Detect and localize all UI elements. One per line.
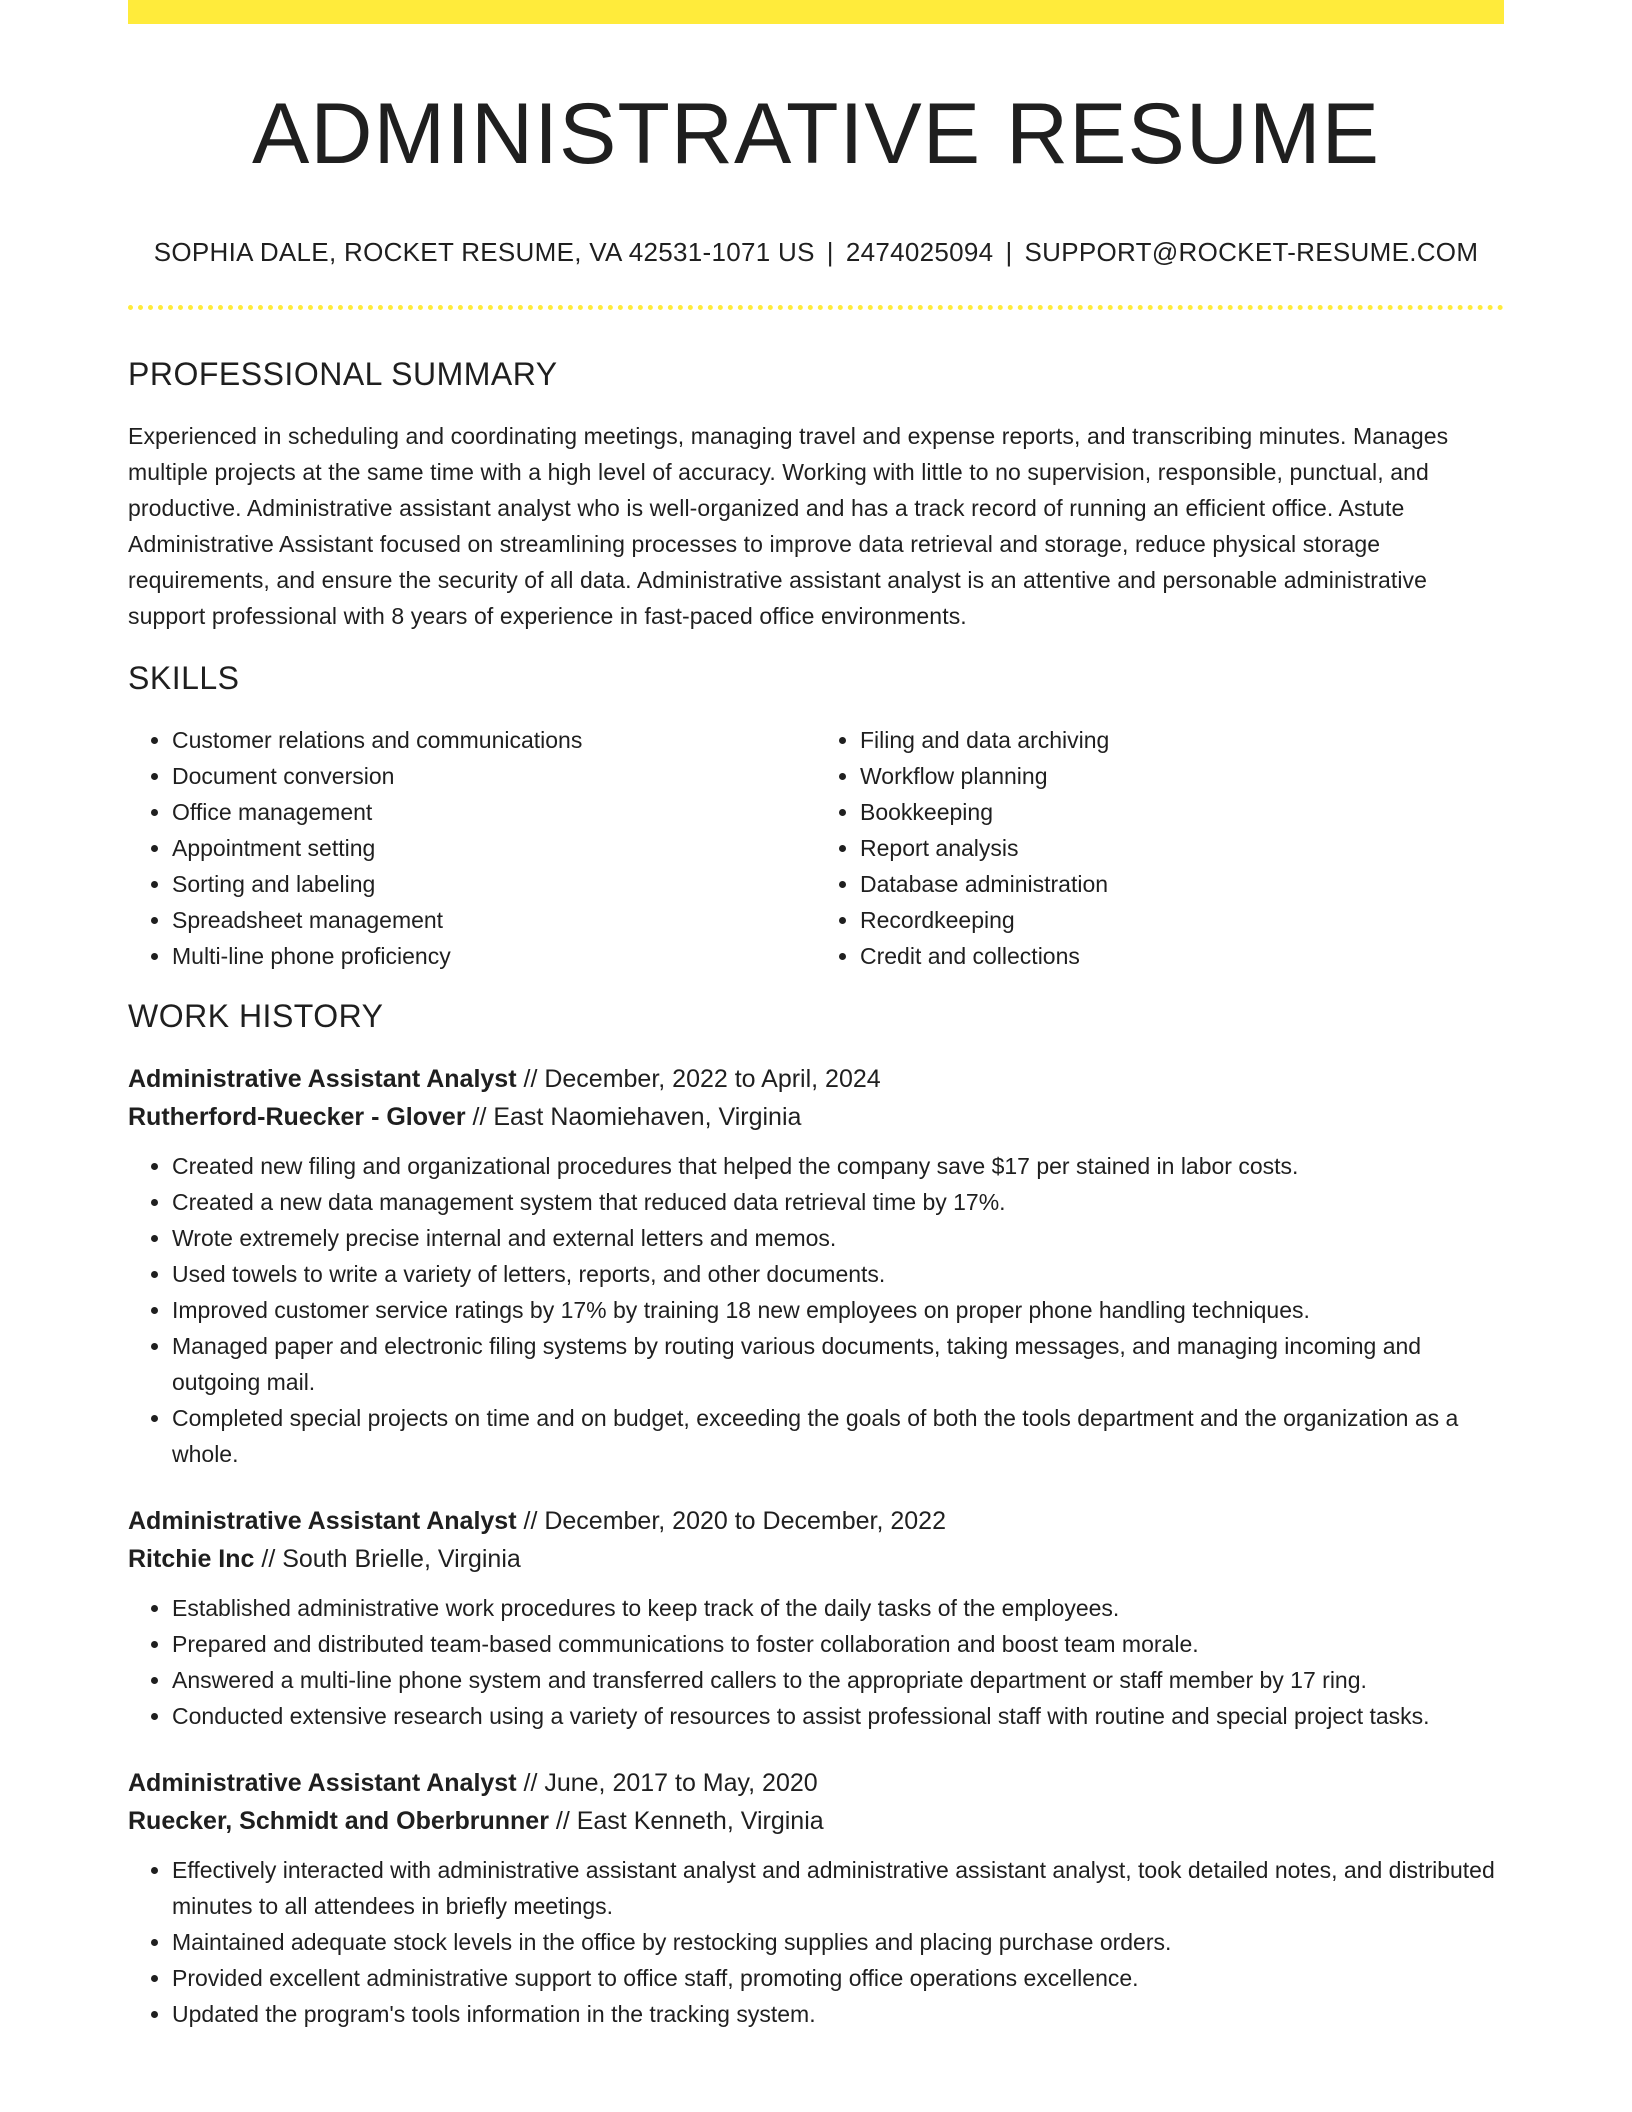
job-company-line [128, 1802, 1504, 1840]
summary-heading: PROFESSIONAL SUMMARY [128, 356, 558, 392]
job-bullet: • Established administrative work procedures to keep track of the daily tasks of the employees. [172, 1590, 1504, 1626]
skill-item: • Spreadsheet management [172, 902, 816, 938]
job-title-line [128, 1502, 1504, 1540]
skill-item: • Appointment setting [172, 830, 816, 866]
job-company: Ritchie Inc [128, 1545, 255, 1573]
contact-separator: | [826, 237, 834, 267]
dotted-divider [128, 305, 1504, 310]
contact-phone: 2474025094 [845, 237, 994, 267]
job-title-line [128, 1764, 1504, 1802]
contact-email: SUPPORT@ROCKET-RESUME.COM [1024, 237, 1479, 267]
job-dates: // June, 2017 to May, 2020 [523, 1769, 818, 1797]
job-title: Administrative Assistant Analyst [128, 1065, 517, 1093]
skill-item: • Customer relations and communications [172, 722, 816, 758]
job-bullet: • Provided excellent administrative support to office staff, promoting office operations excellence. [172, 1960, 1504, 1996]
contact-separator: | [1005, 237, 1013, 267]
skill-item: • Filing and data archiving [860, 722, 1504, 758]
job-bullet: • Managed paper and electronic filing systems by routing various documents, taking messages, and managing incoming and outgoing mail. [172, 1328, 1504, 1400]
skill-item: • Recordkeeping [860, 902, 1504, 938]
job-title-line [128, 1060, 1504, 1098]
job-bullet: • Maintained adequate stock levels in the office by restocking supplies and placing purchase orders. [172, 1924, 1504, 1960]
skill-item: • Credit and collections [860, 938, 1504, 974]
job-bullet: • Improved customer service ratings by 17% by training 18 new employees on proper phone handling techniques. [172, 1292, 1504, 1328]
skill-item: • Document conversion [172, 758, 816, 794]
job-bullets [128, 1590, 1504, 1734]
job-company-line [128, 1098, 1504, 1136]
job-bullet: • Wrote extremely precise internal and external letters and memos. [172, 1220, 1504, 1256]
skill-item: • Bookkeeping [860, 794, 1504, 830]
job-company: Ruecker, Schmidt and Oberbrunner [128, 1807, 549, 1835]
summary-text: Experienced in scheduling and coordinating meetings, managing travel and expense reports, and transcribing minutes. Manages multiple projects at the same time with a high level of accuracy. Working with little to no supervision, responsible, punctual, and productive. Administrative assistant analyst who is well-organized and has a track record of running an efficient office. Astute Administrative Assistant focused on streamlining processes to improve data retrieval and storage, reduce physical storage requirements, and ensure the security of all data. Administrative assistant analyst is an attentive and personable administrative support professional with 8 years of experience in fast-paced office environments. [128, 423, 1449, 629]
work-history-heading: WORK HISTORY [128, 998, 384, 1034]
job-location: // East Naomiehaven, Virginia [472, 1103, 802, 1131]
job-title: Administrative Assistant Analyst [128, 1507, 517, 1535]
skills-list-right [816, 722, 1504, 974]
job-entry [128, 1060, 1504, 1472]
skill-item: • Workflow planning [860, 758, 1504, 794]
job-entry [128, 1502, 1504, 1734]
job-bullet: • Prepared and distributed team-based communications to foster collaboration and boost team morale. [172, 1626, 1504, 1662]
job-bullet: • Conducted extensive research using a variety of resources to assist professional staff with routine and special project tasks. [172, 1698, 1504, 1734]
job-company: Rutherford-Ruecker - Glover [128, 1103, 466, 1131]
job-location: // East Kenneth, Virginia [555, 1807, 824, 1835]
job-company-line [128, 1540, 1504, 1578]
contact-address: SOPHIA DALE, ROCKET RESUME, VA 42531-1071 US [153, 237, 815, 267]
job-bullet: • Created a new data management system that reduced data retrieval time by 17%. [172, 1184, 1504, 1220]
job-bullet: • Used towels to write a variety of letters, reports, and other documents. [172, 1256, 1504, 1292]
job-bullet: • Updated the program's tools information in the tracking system. [172, 1996, 1504, 2032]
job-bullets [128, 1852, 1504, 2032]
skill-item: • Report analysis [860, 830, 1504, 866]
job-title: Administrative Assistant Analyst [128, 1769, 517, 1797]
job-bullet: • Answered a multi-line phone system and transferred callers to the appropriate department or staff member by 17 ring. [172, 1662, 1504, 1698]
resume-title: ADMINISTRATIVE RESUME [252, 86, 1380, 182]
skill-item: • Office management [172, 794, 816, 830]
skills-list-left [128, 722, 816, 974]
job-dates: // December, 2022 to April, 2024 [523, 1065, 881, 1093]
job-entry [128, 1764, 1504, 2032]
job-bullet: • Effectively interacted with administrative assistant analyst and administrative assistant analyst, took detailed notes, and distributed minutes to all attendees in briefly meetings. [172, 1852, 1504, 1924]
job-bullet: • Completed special projects on time and on budget, exceeding the goals of both the tools department and the organization as a whole. [172, 1400, 1504, 1472]
job-bullets [128, 1148, 1504, 1472]
job-dates: // December, 2020 to December, 2022 [523, 1507, 946, 1535]
job-bullet: • Created new filing and organizational procedures that helped the company save $17 per stained in labor costs. [172, 1148, 1504, 1184]
skill-item: • Sorting and labeling [172, 866, 816, 902]
skill-item: • Database administration [860, 866, 1504, 902]
resume-page [128, 0, 1504, 2032]
top-accent-bar [128, 0, 1504, 24]
skills-columns [128, 722, 1504, 974]
job-location: // South Brielle, Virginia [261, 1545, 521, 1573]
skills-heading: SKILLS [128, 660, 240, 696]
skill-item: • Multi-line phone proficiency [172, 938, 816, 974]
contact-line [128, 236, 1504, 268]
